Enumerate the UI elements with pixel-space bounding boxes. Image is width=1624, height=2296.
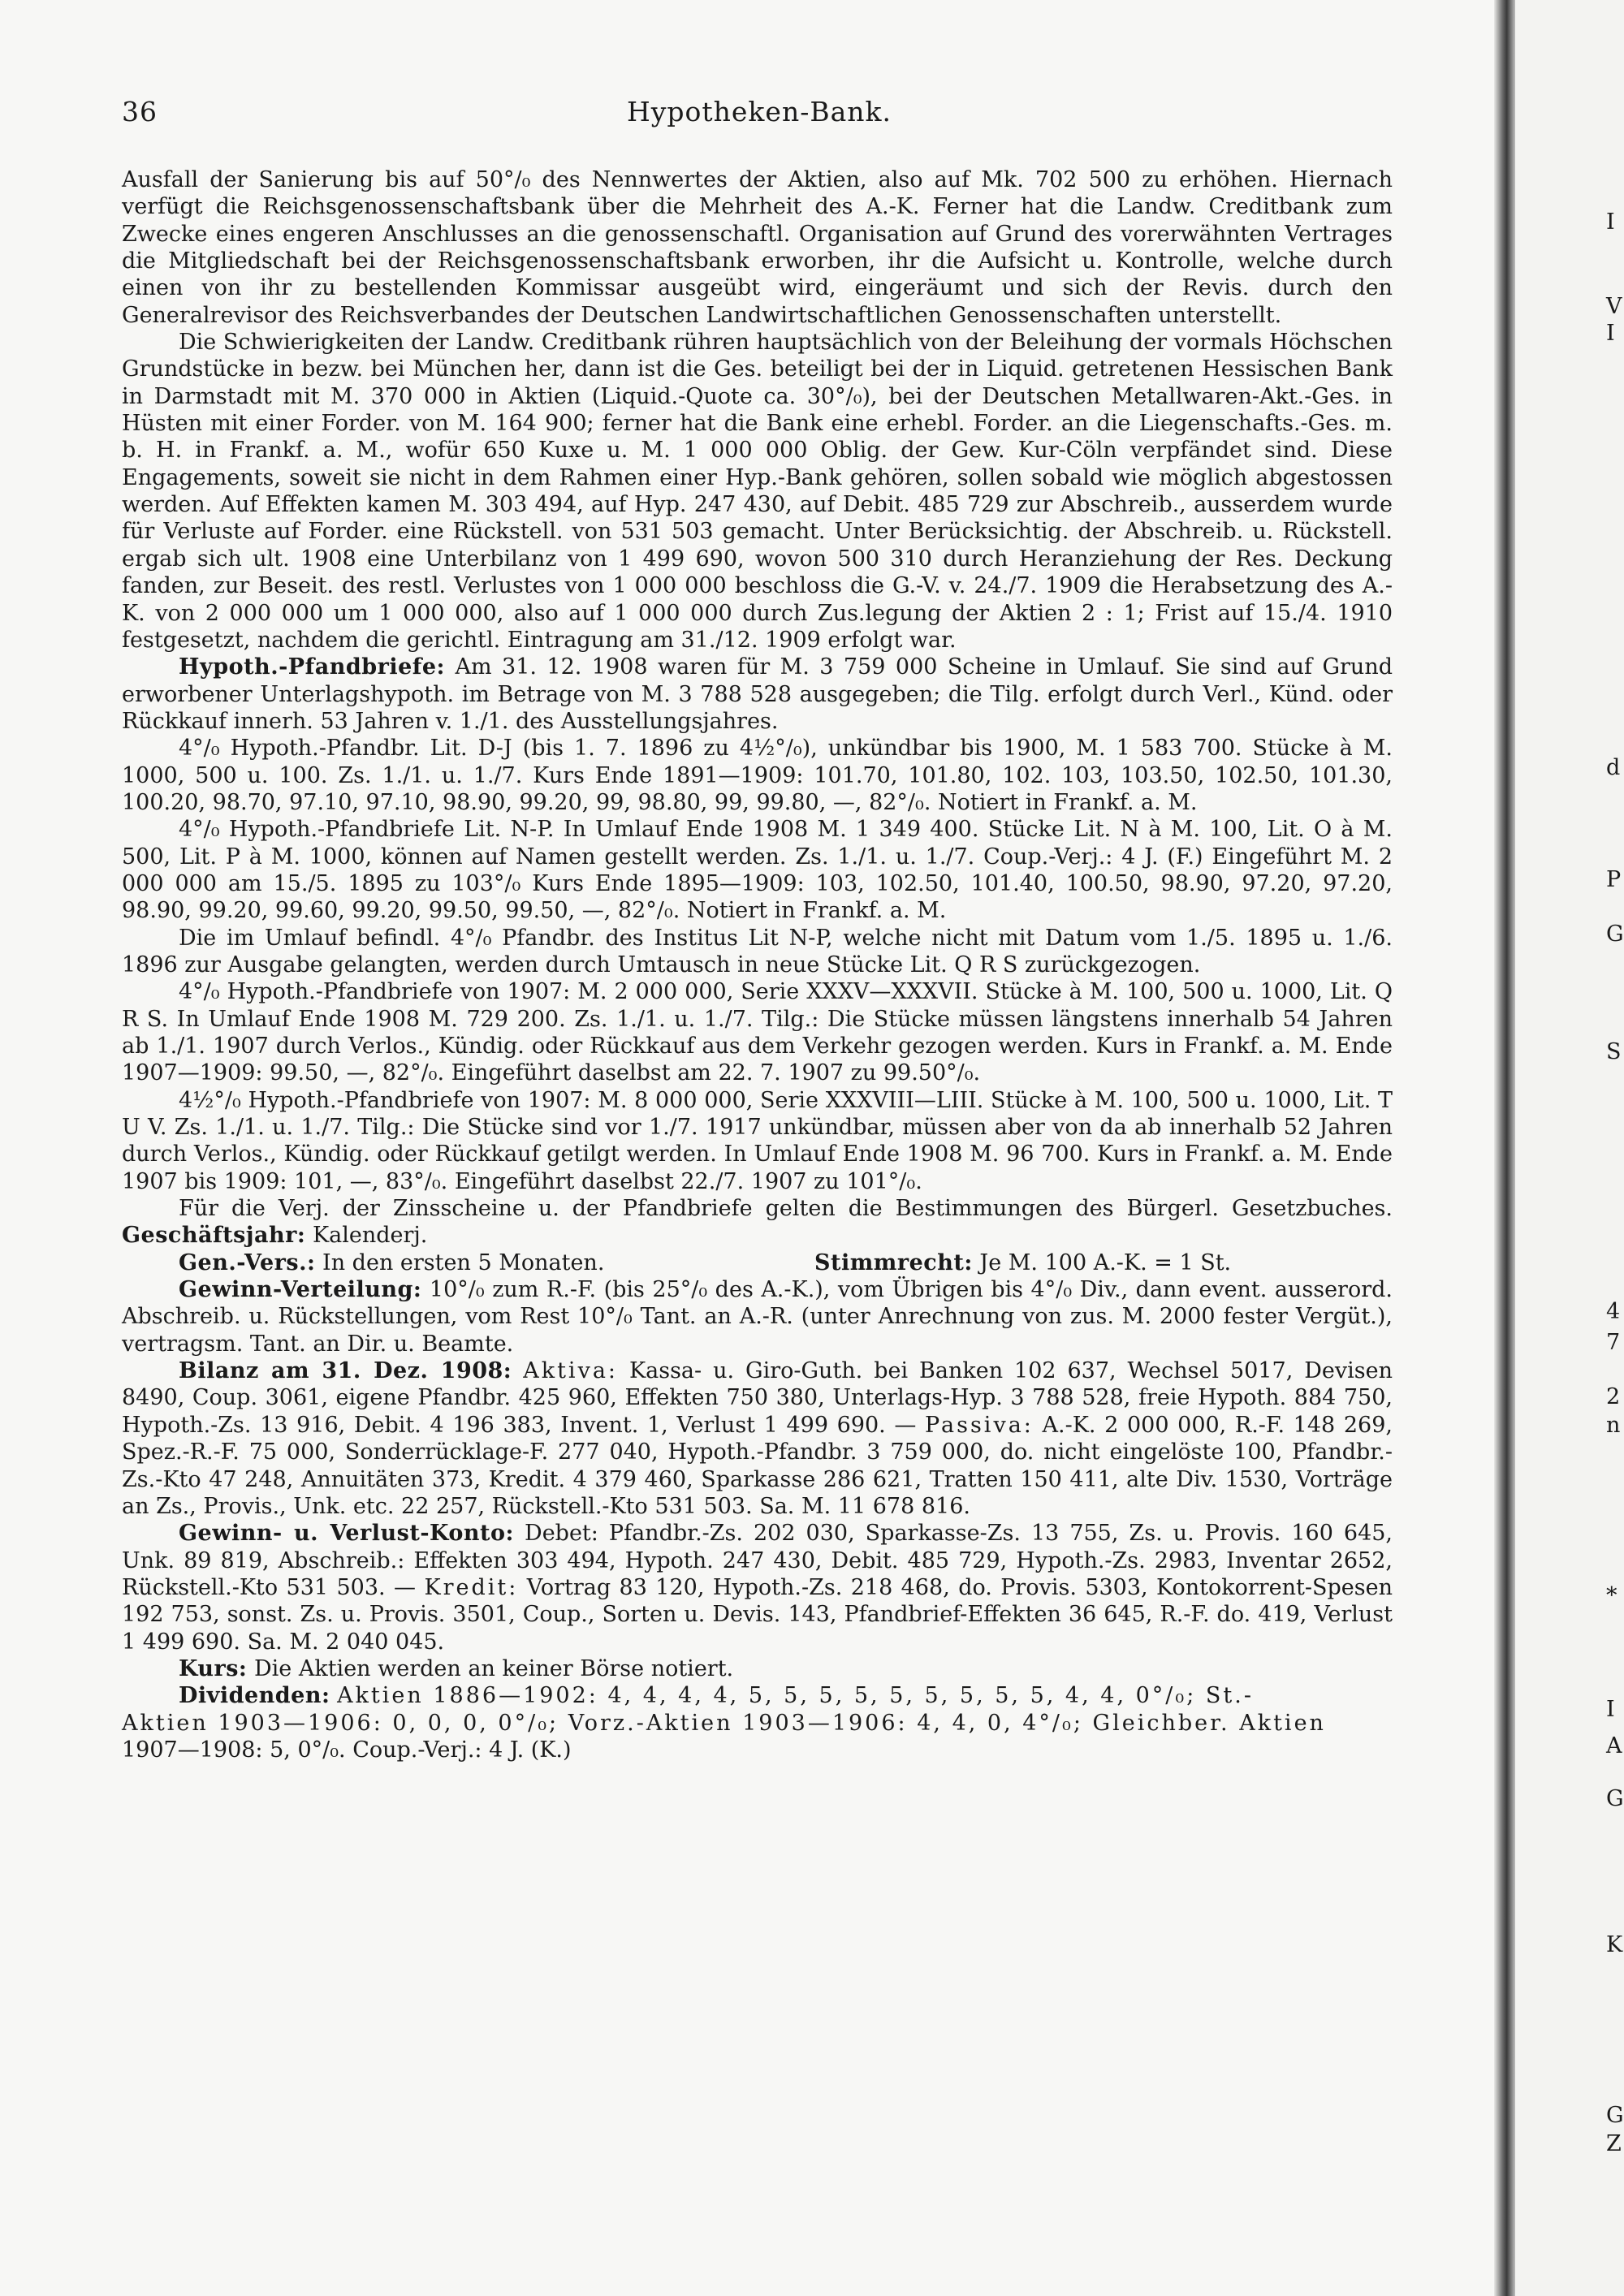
passiva-value: A.-K. 2 000 000, R.-F. 148 269, Spez.-R.-F. 75 000, Sonderrücklage-F. 277 040, Hypoth.-Pfandbr. 3 759 000, do. nicht eingelöste 100, Pfandbr.-Zs.-Kto 47 248, Annuitäten 373, Kredit. 4 379 460, Sparkasse 286 621, Tratten 150 411, alte Div. 1530, Vorträge an Zs., Provis., Unk. etc. 22 257, Rückstell.-Kto 531 503. Sa. M. 11 678 816.	[122, 1412, 1393, 1519]
kurs-label: Kurs:	[179, 1655, 248, 1681]
edge-letter: d	[1606, 755, 1621, 780]
edge-letter: Z	[1606, 2131, 1622, 2156]
genvers-value: In den ersten 5 Monaten.	[322, 1249, 605, 1275]
page-number: 36	[122, 96, 158, 127]
paragraph-lit-dj: 4°/₀ Hypoth.-Pfandbr. Lit. D-J (bis 1. 7. 1896 zu 4½°/₀), unkündbar bis 1900, M. 1 583 700. Stücke à M. 1000, 500 u. 100. Zs. 1./1. u. 1./7. Kurs Ende 1891—1909: 101.70, 101.80, 102. 103, 103.50, 102.50, 101.30, 100.20, 98.70, 97.10, 97.10, 98.90, 99.20, 99, 98.80, 99, 99.80, —, 82°/₀. Notiert in Frankf. a. M.	[122, 736, 1393, 815]
edge-letter: *	[1606, 1583, 1618, 1608]
article-body	[122, 166, 1393, 1763]
paragraph-bilanz	[122, 1357, 1393, 1520]
kurs-value: Die Aktien werden an keiner Börse notiert.	[254, 1655, 734, 1681]
edge-letter: n	[1606, 1413, 1621, 1438]
paragraph-1907-4pct: 4°/₀ Hypoth.-Pfandbriefe von 1907: M. 2 000 000, Serie XXXV—XXXVII. Stücke à M. 100, 500 u. 1000, Lit. Q R S. In Umlauf Ende 1908 M. 729 200. Zs. 1./1. u. 1./7. Tilg.: Die Stücke müssen längstens innerhalb 54 Jahren ab 1./1. 1907 durch Verlos., Kündig. oder Rückkauf aus dem Verkehr gezogen werden. Kurs in Frankf. a. M. Ende 1907—1909: 99.50, —, 82°/₀. Eingeführt daselbst am 22. 7. 1907 zu 99.50°/₀.	[122, 979, 1393, 1086]
paragraph-schwierigkeiten: Die Schwierigkeiten der Landw. Creditbank rühren hauptsächlich von der Beleihung der vormals Höchschen Grundstücke in bezw. bei München her, dann ist die Ges. beteiligt bei der in Liquid. getretenen Hessischen Bank in Darmstadt mit M. 370 000 in Aktien (Liquid.-Quote ca. 30°/₀), bei der Deutschen Metallwaren-Akt.-Ges. in Hüsten mit einer Forder. von M. 164 900; ferner hat die Bank eine erhebl. Forder. an die Liegenschafts.-Ges. m. b. H. in Frankf. a. M., wofür 650 Kuxe u. M. 1 000 000 Oblig. der Gew. Kur-Cöln verpfändet sind. Diese Engagements, soweit sie nicht in dem Rahmen einer Hyp.-Bank gehören, sollen sobald wie möglich abgestossen werden. Auf Effekten kamen M. 303 494, auf Hyp. 247 430, auf Debit. 485 729 zur Abschreib., ausserdem wurde für Verluste auf Forder. eine Rückstell. von 531 503 gemacht. Unter Berücksichtig. der Abschreib. u. Rückstell. ergab sich ult. 1908 eine Unterbilanz von 1 499 690, wovon 500 310 durch Heranziehung der Res. Deckung fanden, zur Beseit. des restl. Verlustes von 1 000 000 beschloss die G.-V. v. 24./7. 1909 die Herabsetzung des A.-K. von 2 000 000 um 1 000 000, also auf 1 000 000 durch Zus.legung der Aktien 2 : 1; Frist auf 15./4. 1910 festgesetzt, nachdem die gerichtl. Eintragung am 31./12. 1909 erfolgt war.	[122, 330, 1393, 653]
dividenden-line-2: Aktien 1903—1906: 0, 0, 0, 0°/₀; Vorz.-Aktien 1903—1906: 4, 4, 0, 4°/₀; Gleichber. Aktien	[122, 1710, 1326, 1736]
adjacent-page-edge	[1515, 0, 1624, 2296]
paragraph-verjaehrung	[122, 1195, 1393, 1249]
paragraph-lit-np: 4°/₀ Hypoth.-Pfandbriefe Lit. N-P. In Umlauf Ende 1908 M. 1 349 400. Stücke Lit. N à M. 100, Lit. O à M. 500, Lit. P à M. 1000, können auf Namen gestellt werden. Zs. 1./1. u. 1./7. Coup.-Verj.: 4 J. (F.) Eingeführt M. 2 000 000 am 15./5. 1895 zu 103°/₀ Kurs Ende 1895—1909: 103, 102.50, 101.40, 100.50, 98.90, 97.20, 97.20, 98.90, 99.20, 99.60, 99.20, 99.50, 99.50, —, 82°/₀. Notiert in Frankf. a. M.	[122, 817, 1393, 924]
running-title: Hypotheken-Bank.	[626, 96, 892, 127]
paragraph-dividenden	[122, 1682, 1393, 1763]
pfandbriefe-label: Hypoth.-Pfandbriefe:	[179, 654, 446, 680]
edge-letter: I	[1606, 321, 1615, 346]
paragraph-pfandbriefe	[122, 654, 1393, 735]
aktiva-value: Kassa- u. Giro-Guth. bei Banken 102 637, Wechsel 5017, Devisen 8490, Coup. 3061, eigene Pfandbr. 425 960, Effekten 750 380, Unterlags-Hyp. 3 788 528, freie Hypoth. 884 750, Hypoth.-Zs. 13 916, Debit. 4 196 383, Invent. 1, Verlust 1 499 690. —	[122, 1358, 1393, 1438]
edge-letter: I	[1606, 1697, 1615, 1722]
dividenden-line-1: Aktien 1886—1902: 4, 4, 4, 4, 5, 5, 5, 5, 5, 5, 5, 5, 5, 4, 4, 0°/₀; St.-	[337, 1683, 1254, 1709]
edge-letter: 7	[1606, 1330, 1621, 1355]
gewinn-label: Gewinn-Verteilung:	[179, 1277, 422, 1303]
edge-letter: G	[1606, 921, 1624, 947]
verjaehrung-text: Für die Verj. der Zinsscheine u. der Pfandbriefe gelten die Bestimmungen des Bürgerl. Gesetzbuches.	[179, 1196, 1393, 1222]
edge-letter: G	[1606, 1786, 1624, 1811]
debet-value: Pfandbr.-Zs. 202 030, Sparkasse-Zs. 13 755, Zs. u. Provis. 160 645, Unk. 89 819, Abschreib.: Effekten 303 494, Hypoth. 247 430, Debit. 485 729, Hypoth.-Zs. 2983, Inventar 2652, Rückstell.-Kto 531 503. —	[122, 1521, 1393, 1600]
paragraph-genvers	[122, 1249, 1393, 1276]
bilanz-label: Bilanz am 31. Dez. 1908:	[179, 1358, 512, 1384]
genvers-label: Gen.-Vers.:	[179, 1249, 316, 1275]
dividenden-line-3: 1907—1908: 5, 0°/₀. Coup.-Verj.: 4 J. (K.)	[122, 1737, 572, 1763]
page-header	[122, 96, 1397, 128]
guv-label: Gewinn- u. Verlust-Konto:	[179, 1521, 515, 1547]
gewinn-value: 10°/₀ zum R.-F. (bis 25°/₀ des A.-K.), vom Übrigen bis 4°/₀ Div., dann event. ausserord. Abschreib. u. Rückstellungen, vom Rest 10°/₀ Tant. an A.-R. (unter Anrechnung von zus. M. 2000 fester Vergüt.), vertragsm. Tant. an Dir. u. Beamte.	[122, 1277, 1393, 1357]
edge-letter: K	[1606, 1932, 1623, 1957]
paragraph-guv	[122, 1520, 1393, 1655]
paragraph-sanierung: Ausfall der Sanierung bis auf 50°/₀ des Nennwertes der Aktien, also auf Mk. 702 500 zu erhöhen. Hiernach verfügt die Reichsgenossenschaftsbank über die Mehrheit des A.-K. Ferner hat die Landw. Creditbank zum Zwecke eines engeren Anschlusses an die genossenschaftl. Organisation auf Grund des vorerwähnten Vertrages die Mitgliedschaft bei der Reichsgenossenschaftsbank erworben, ihr die Aufsicht u. Kontrolle, welche durch einen von ihr zu bestellenden Kommissar ausgeübt wird, eingeräumt und sich der Revis. durch den Generalrevisor des Reichsverbandes der Deutschen Landwirtschaftlichen Genossenschaften unterstellt.	[122, 167, 1393, 328]
dividenden-label: Dividenden:	[179, 1683, 330, 1709]
stimmrecht-label: Stimmrecht:	[814, 1249, 973, 1275]
edge-letter: 4	[1606, 1299, 1621, 1324]
geschaeftsjahr-label: Geschäftsjahr:	[122, 1223, 306, 1249]
stimmrecht-value: Je M. 100 A.-K. = 1 St.	[979, 1249, 1232, 1275]
edge-letter: G	[1606, 2103, 1624, 2128]
pfandbriefe-text: Am 31. 12. 1908 waren für M. 3 759 000 Scheine in Umlauf. Sie sind auf Grund erworbener Unterlagshypoth. im Betrage von M. 3 788 528 ausgegeben; die Tilg. erfolgt durch Verl., Künd. oder Rückkauf innerh. 53 Jahren v. 1./1. des Ausstellungsjahres.	[122, 654, 1393, 734]
edge-letter: S	[1606, 1039, 1622, 1064]
edge-letter: P	[1606, 867, 1622, 892]
edge-letter: 2	[1606, 1384, 1621, 1409]
passiva-label: Passiva:	[925, 1412, 1034, 1438]
paragraph-1907-45pct: 4½°/₀ Hypoth.-Pfandbriefe von 1907: M. 8 000 000, Serie XXXVIII—LIII. Stücke à M. 100, 500 u. 1000, Lit. T U V. Zs. 1./1. u. 1./7. Tilg.: Die Stücke sind vor 1./7. 1917 unkündbar, müssen aber von da ab innerhalb 52 Jahren durch Verlos., Kündig. oder Rückkauf getilgt werden. In Umlauf Ende 1908 M. 96 700. Kurs in Frankf. a. M. Ende 1907 bis 1909: 101, —, 83°/₀. Eingeführt daselbst 22./7. 1907 zu 101°/₀.	[122, 1087, 1393, 1194]
paragraph-kurs	[122, 1655, 1393, 1682]
book-gutter	[1494, 0, 1515, 2296]
geschaeftsjahr-value: Kalenderj.	[312, 1223, 428, 1249]
paragraph-gewinnverteilung	[122, 1276, 1393, 1357]
edge-letter: I	[1606, 209, 1615, 235]
debet-label: Debet:	[525, 1521, 598, 1547]
edge-letter: A	[1606, 1733, 1622, 1759]
aktiva-label: Aktiva:	[523, 1358, 619, 1384]
edge-letter: V	[1606, 294, 1622, 319]
kredit-value: Vortrag 83 120, Hypoth.-Zs. 218 468, do. Provis. 5303, Kontokorrent-Spesen 192 753, sonst. Zs. u. Provis. 3501, Coup., Sorten u. Devis. 143, Pfandbrief-Effekten 36 645, R.-F. do. 419, Verlust 1 499 690. Sa. M. 2 040 045.	[122, 1574, 1393, 1655]
kredit-label: Kredit:	[424, 1574, 519, 1600]
paragraph-umtausch: Die im Umlauf befindl. 4°/₀ Pfandbr. des Institus Lit N-P, welche nicht mit Datum vom 1./5. 1895 u. 1./6. 1896 zur Ausgabe gelangten, werden durch Umtausch in neue Stücke Lit. Q R S zurückgezogen.	[122, 925, 1393, 978]
